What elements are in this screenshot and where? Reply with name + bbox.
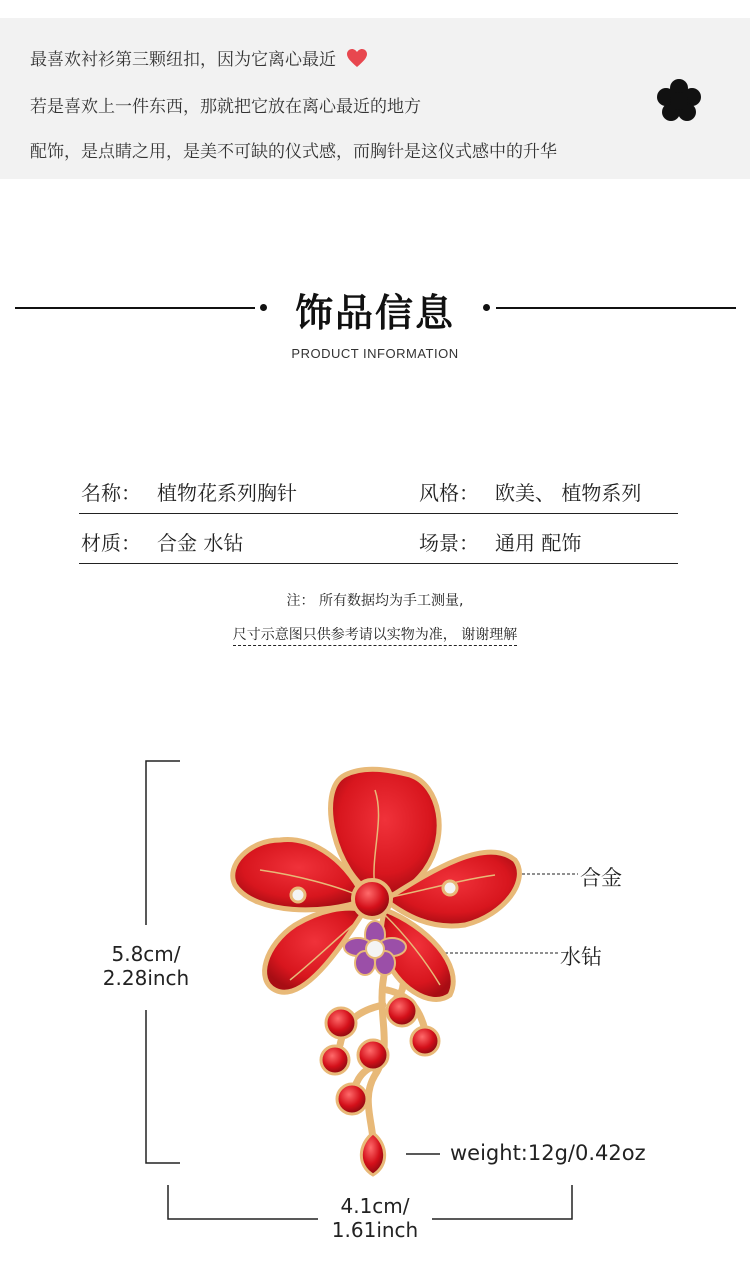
reference-note: 尺寸示意图只供参考请以实物为准， 谢谢理解 (0, 624, 750, 644)
height-bracket-bottom (146, 1010, 180, 1163)
spec-divider-1 (79, 513, 678, 514)
alloy-label: 合金 (580, 866, 622, 890)
width-bracket-left (168, 1185, 318, 1219)
spec-style: 风格： 欧美、 植物系列 (419, 481, 642, 505)
title-right-line (496, 307, 736, 309)
width-bracket-right (432, 1185, 572, 1219)
center-red-gem (353, 880, 391, 918)
height-bracket-top (146, 761, 180, 925)
measurement-note: 注： 所有数据均为手工测量, (286, 593, 464, 609)
height-label: 5.8cm/ 2.28inch (102, 942, 190, 990)
section-title: 饰品信息 (294, 291, 455, 335)
spec-material: 材质： 合金 水钻 (81, 531, 244, 555)
intro-line-3: 配饰，是点睛之用，是美不可缺的仪式感，而胸针是这仪式感中的升华 (30, 142, 557, 162)
title-right-dot (483, 304, 490, 311)
spec-scene: 场景： 通用 配饰 (419, 531, 582, 555)
intro-banner (0, 18, 750, 179)
spec-name: 名称： 植物花系列胸针 (81, 481, 297, 505)
section-subtitle: PRODUCT INFORMATION (291, 346, 459, 361)
spec-divider-2 (79, 563, 678, 564)
heart-icon (346, 48, 368, 73)
flower-brooch-image (225, 765, 525, 1185)
width-label: 4.1cm/ 1.61inch (331, 1194, 419, 1242)
rhinestone-label: 水钻 (560, 945, 602, 969)
intro-line-2: 若是喜欢上一件东西，那就把它放在离心最近的地方 (30, 97, 421, 117)
center-rhinestone (366, 940, 384, 958)
rhinestone-right (443, 881, 457, 895)
flower-icon (655, 78, 703, 126)
rhinestone-left (291, 888, 305, 902)
intro-line-1: 最喜欢衬衫第三颗纽扣，因为它离心最近 (30, 45, 368, 73)
weight-label: weight:12g/0.42oz (450, 1141, 646, 1165)
